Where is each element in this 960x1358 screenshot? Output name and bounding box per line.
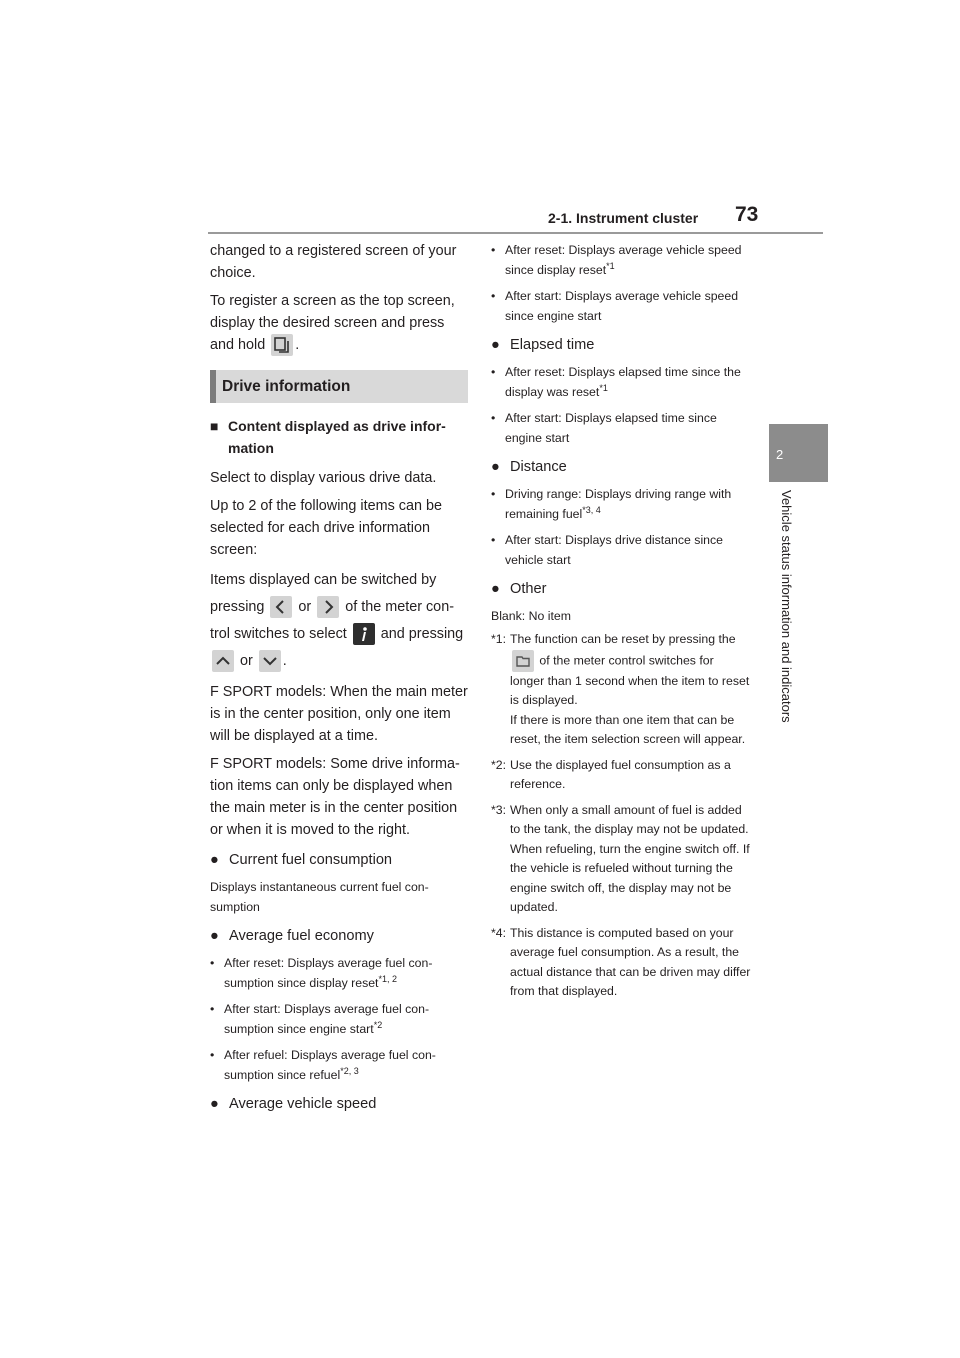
copy-screen-icon — [271, 334, 293, 356]
square-bullet-icon: ■ — [210, 418, 219, 435]
page-number: 73 — [735, 203, 759, 226]
header-section-title: 2-1. Instrument cluster — [548, 210, 699, 226]
list-item: • After reset: Displays average vehicle speed since display reset$^{*1}$ — [491, 243, 742, 277]
paragraph: F SPORT models: When the main meter is in the center position, only one item will be displayed at a time. — [210, 684, 468, 745]
list-item: • After reset: Displays elapsed time since the display was reset$^{*1}$ — [491, 365, 741, 399]
left-column — [210, 240, 468, 1121]
footnote-1: *1: The function can be reset by pressing the of the meter control switches for longer than 1 second when the item to reset is displayed. If there is more than one item that can be reset, the item selection screen will appear. — [491, 632, 750, 746]
description: Displays instantaneous current fuel con-sumption — [210, 880, 429, 915]
list-item: • After start: Displays average fuel con-sumption since engine start$^{*2}$ — [210, 1002, 430, 1037]
subheading: ■ Content displayed as drive infor-mation — [210, 415, 468, 459]
chevron-right-icon — [317, 596, 339, 618]
footnote-3: *3: When only a small amount of fuel is added to the tank, the display may not be updated. When refueling, turn the engine switch off. If the vehicle is refueled without turning the engine switch off, the display may not be updated. — [491, 802, 750, 914]
list-item: • After start: Displays elapsed time since engine start — [491, 411, 717, 445]
bullet-heading: ● Distance — [491, 456, 751, 478]
bullet-icon: ● — [491, 581, 500, 597]
bullet-heading: ● Other — [491, 578, 751, 600]
list-item: • After reset: Displays average fuel con-sumption since display reset$^{*1, 2}$ — [210, 956, 433, 991]
paragraph: F SPORT models: Some drive informa-tion items can only be displayed when the main meter is in the center position or when it is moved to the right. — [210, 756, 460, 839]
header-rule — [208, 232, 823, 234]
footnote-2: *2: Use the displayed fuel consumption as a reference. — [491, 757, 731, 791]
bullet-heading: ● Elapsed time — [491, 334, 751, 356]
chevron-left-icon — [270, 596, 292, 618]
footnote-4: *4: This distance is computed based on your average fuel consumption. As a result, the actual distance that can be driven may differ from that displayed. — [491, 925, 751, 998]
paragraph: Up to 2 of the following items can be selected for each drive information screen: — [210, 498, 442, 559]
register-paragraph: To register a screen as the top screen, display the desired screen and press and hold . — [210, 290, 468, 356]
list-item: • After start: Displays drive distance since vehicle start — [491, 533, 724, 567]
right-column — [491, 240, 751, 1008]
list-item: • Driving range: Displays driving range with remaining fuel$^{*3, 4}$ — [491, 487, 732, 521]
bullet-icon: ● — [210, 1096, 219, 1113]
chevron-up-icon — [212, 650, 234, 672]
chevron-down-icon — [259, 650, 281, 672]
chapter-title-vertical: Vehicle status information and indicators — [779, 490, 794, 723]
intro-paragraph: changed to a registered screen of your choice. — [210, 243, 457, 281]
folder-button-icon — [512, 650, 534, 672]
bullet-heading: ● Average fuel economy — [210, 925, 468, 947]
bullet-heading: ● Average vehicle speed — [210, 1093, 468, 1115]
section-heading-drive-information: Drive information — [210, 370, 468, 403]
bullet-icon: ● — [210, 928, 219, 945]
chapter-number: 2 — [776, 447, 784, 462]
bullet-icon: ● — [491, 337, 500, 353]
switch-instructions: Items displayed can be switched by pressing or of the meter con-trol switches to select and pressing or . — [210, 567, 468, 675]
list-item: • After refuel: Displays average fuel con-sumption since refuel$^{*2, 3}$ — [210, 1048, 436, 1083]
bullet-heading: ● Current fuel consumption — [210, 849, 468, 871]
bullet-icon: ● — [210, 852, 219, 869]
list-item: • After start: Displays average vehicle speed since engine start — [491, 289, 739, 323]
description: Blank: No item — [491, 609, 571, 623]
bullet-icon: ● — [491, 459, 500, 475]
paragraph: Select to display various drive data. — [210, 470, 437, 487]
info-icon — [353, 623, 375, 645]
